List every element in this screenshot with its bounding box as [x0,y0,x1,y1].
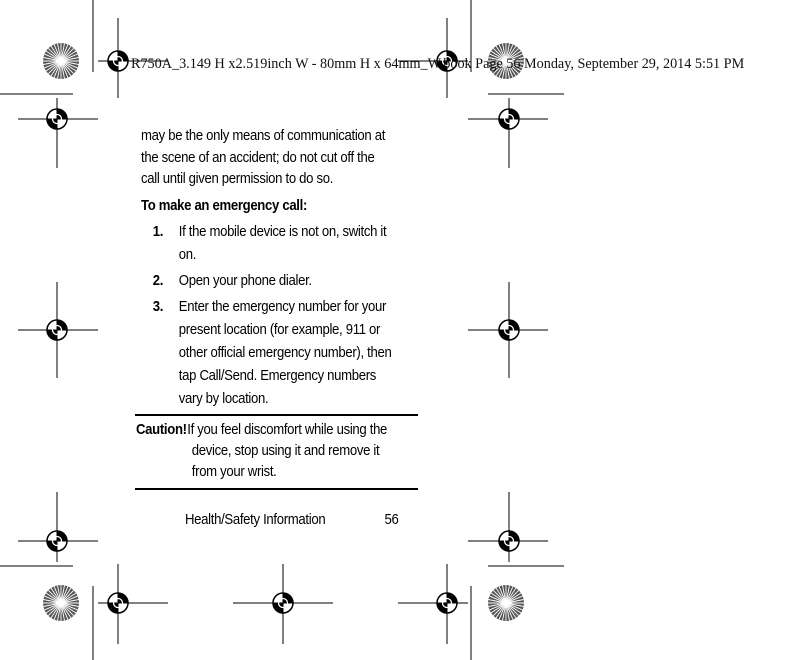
step-line: If the mobile device is not on, switch it [178,223,387,240]
page-body [141,126,421,414]
step-line: Open your phone dialer. [178,272,312,289]
step-item [141,270,421,293]
caution-top-rule [135,414,418,416]
step-line: present location (for example, 911 or [178,321,381,338]
caution-bottom-rule [135,488,418,490]
step-item [141,296,421,411]
step-number: 1. [152,223,164,240]
intro-line: may be the only means of communication at [141,128,386,144]
caution-line: from your wrist. [191,464,277,480]
step-line: vary by location. [178,390,269,407]
step-item [141,221,421,267]
step-number: 3. [152,298,164,315]
intro-paragraph [141,126,421,191]
procedure-steps [141,221,421,411]
footer-section-title: Health/Safety Information [185,512,326,528]
caution-label: Caution! [136,422,187,438]
step-line: Enter the emergency number for your [178,298,387,315]
step-number: 2. [152,272,164,289]
caution-line: If you feel discomfort while using the [187,422,388,438]
page-number: 56 [384,512,399,528]
intro-line: call until given permission to do so. [141,171,334,187]
caution-text [187,420,420,483]
step-line: tap Call/Send. Emergency numbers [178,367,377,384]
step-line: on. [178,246,197,263]
intro-line: the scene of an accident; do not cut off the [141,149,375,166]
caution-box [136,420,420,483]
page-footer [185,512,398,528]
caution-line: device, stop using it and remove it [191,443,380,459]
procedure-heading: To make an emergency call: [141,197,308,214]
print-slug-line: R750A_3.149 H x2.519inch W - 80mm H x 64mm_W.book Page 56 Monday, September 29, 2014 5:51 PM [131,56,745,72]
step-line: other official emergency number), then [178,344,392,361]
